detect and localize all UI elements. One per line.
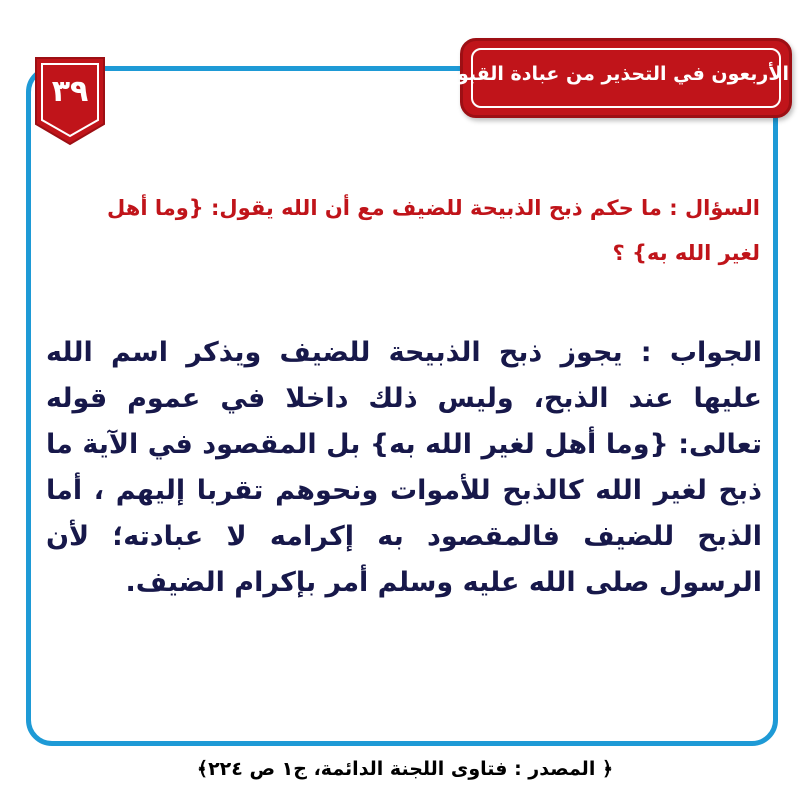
number-badge bbox=[32, 54, 108, 146]
badge-number: ٣٩ bbox=[51, 74, 89, 109]
series-banner bbox=[446, 38, 792, 118]
source-citation: ﴿ المصدر : فتاوى اللجنة الدائمة، ج١ ص ٢٢٤﴾ bbox=[196, 758, 614, 780]
question-text: السؤال : ما حكم ذبح الذبيحة للضيف مع أن الله يقول: {وما أهل لغير الله به} ؟ bbox=[107, 196, 760, 265]
series-title: الأربعون في التحذير من عبادة القبور bbox=[446, 63, 789, 85]
answer-text: الجواب : يجوز ذبح الذبيحة للضيف ويذكر اسم الله عليها عند الذبح، وليس ذلك داخلا في عموم قوله تعالى: {وما أهل لغير الله به} بل المقصود في الآية ما ذبح لغير الله كالذبح للأموات ونحوهم تقربا إليهم ، أما الذبح للضيف فالمقصود به إكرامه لا عبادته؛ لأن الرسول صلى الله عليه وسلم أمر بإكرام الضيف. bbox=[46, 337, 762, 598]
